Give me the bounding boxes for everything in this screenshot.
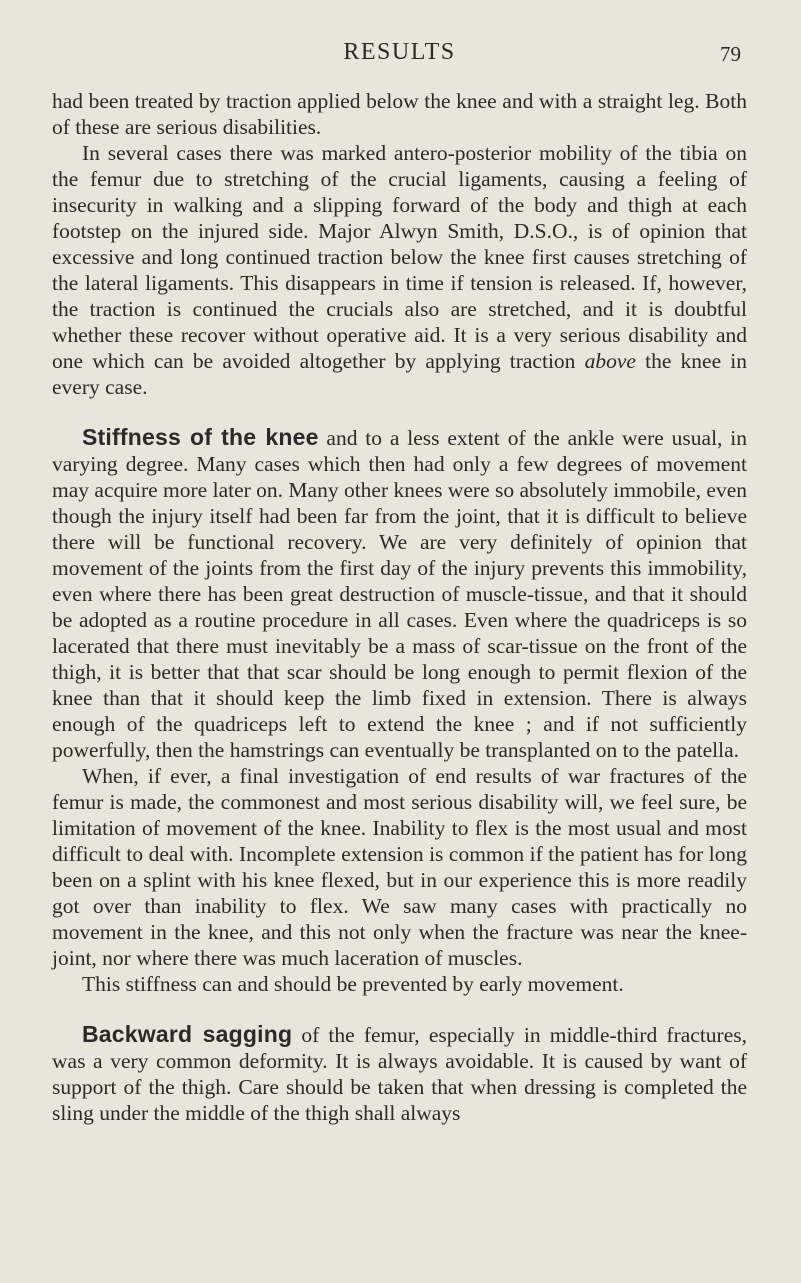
paragraph-stiffness — [52, 424, 747, 763]
running-title: RESULTS — [343, 39, 456, 65]
paragraph-text: This stiffness can and should be prevented by early movement. — [82, 972, 624, 996]
paragraph-text: In several cases there was marked antero-posterior mobility of the tibia on the femur due to stretching of the crucial ligaments, causing a feeling of insecurity in walking and a slipping forward of the body and thigh at each footstep on the injured side. Major Alwyn Smith, D.S.O., is of opinion that excessive and long continued traction below the knee first causes stretching of the lateral ligaments. This disappears in time if tension is released. If, however, the traction is continued the crucials also are stretched, and it is doubtful whether these recover without operative aid. It is a very serious disability and one which can be avoided altogether by applying traction — [52, 141, 747, 373]
paragraph-text: had been treated by traction applied below the knee and with a straight leg. Both of these are serious disabilities. — [52, 89, 747, 139]
running-head — [52, 0, 747, 66]
emphasis-above: above — [584, 349, 636, 373]
paragraph-text: and to a less extent of the ankle were usual, in varying degree. Many cases which then had only a few degrees of movement may acquire more later on. Many other knees were so absolutely immobile, even though the injury itself had been far from the joint, that it is difficult to believe there will be functional recovery. We are very definitely of opinion that movement of the joints from the first day of the injury prevents this immobility, even where there has been great destruction of muscle-tissue, and that it should be adopted as a routine procedure in all cases. Even where the quadriceps is so lacerated that there must inevitably be a mass of scar-tissue on the front of the thigh, it is better that that scar should be long enough to permit flexion of the knee than that it should keep the limb fixed in extension. There is always enough of the quadriceps left to extend the knee ; and if not sufficiently powerfully, then the hamstrings can eventually be transplanted on to the patella. — [52, 426, 747, 762]
paragraph-continued — [52, 88, 747, 140]
section-lead-stiffness: Stiffness of the knee — [82, 424, 319, 450]
paragraph-backward-sagging — [52, 1021, 747, 1126]
paragraph-text: of the femur, especially in middle-third fractures, was a very common deformity. It is always avoidable. It is caused by want of support of the thigh. Care should be taken that when dressing is completed the sling under the middle of the thigh shall always — [52, 1023, 747, 1125]
paragraph-mobility — [52, 140, 747, 400]
body-text — [52, 60, 747, 1126]
paragraph-text: When, if ever, a final investigation of end results of war fractures of the femur is made, the commonest and most serious disability will, we feel sure, be limitation of movement of the knee. Inability to flex is the most usual and most difficult to deal with. Incomplete extension is common if the patient has for long been on a splint with his knee flexed, but in our experience this is more readily got over than inability to flex. We saw many cases with practically no movement in the knee, and this not only when the fracture was near the knee-joint, nor where there was much laceration of muscles. — [52, 764, 747, 970]
page-number: 79 — [720, 42, 741, 66]
paragraph-text: the knee in every case. — [52, 349, 747, 399]
section-lead-backward-sagging: Backward sagging — [82, 1021, 293, 1047]
paragraph-prevention — [52, 971, 747, 997]
paragraph-final-investigation — [52, 763, 747, 971]
